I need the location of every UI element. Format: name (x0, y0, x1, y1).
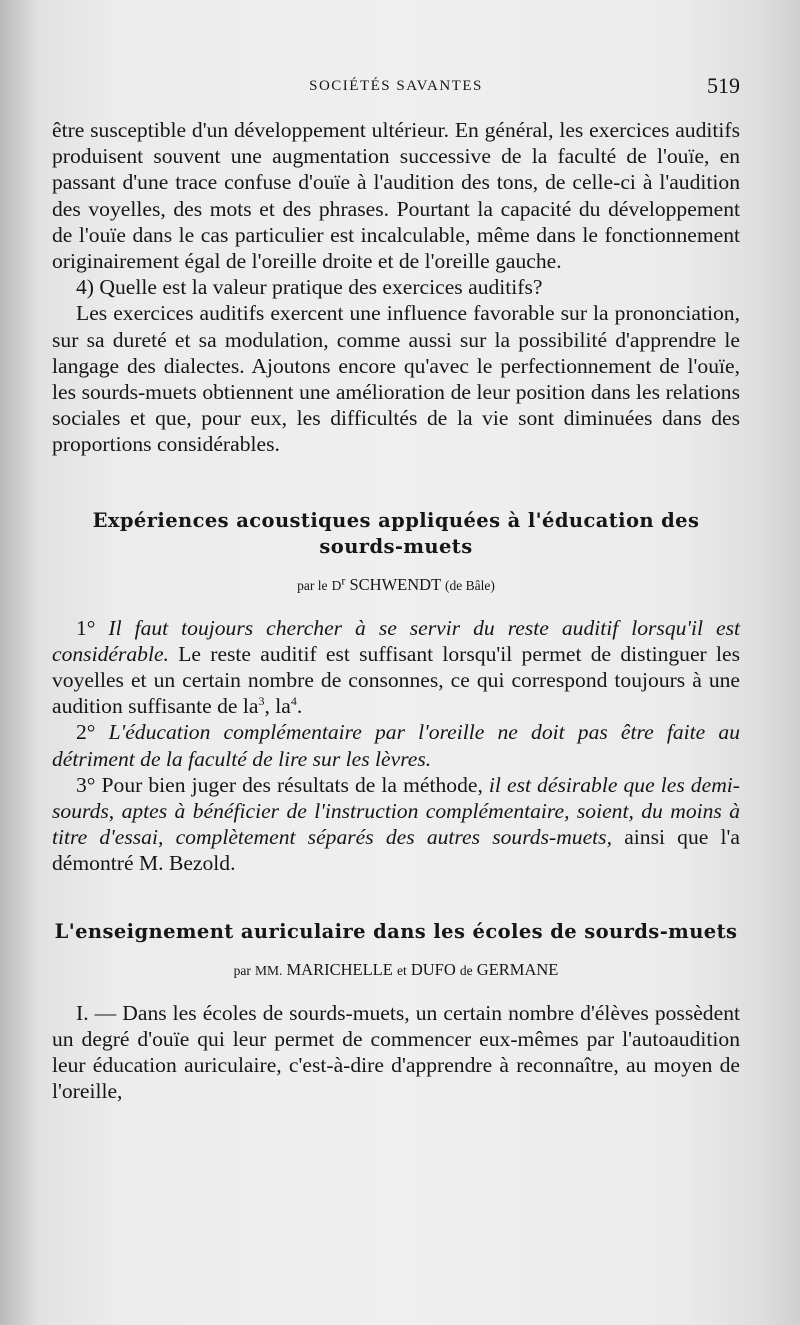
byline-de: de (459, 962, 473, 978)
running-title: SOCIÉTÉS SAVANTES (309, 78, 483, 94)
numbered-item-1 (52, 615, 740, 720)
author-name: GERMANE (476, 959, 559, 979)
byline-par: par le (297, 577, 328, 593)
article-byline (52, 574, 740, 597)
note-end: . (296, 694, 303, 719)
note-sep: , la (264, 694, 291, 719)
byline-dr: D (331, 577, 342, 593)
article-title: L'enseignement auriculaire dans les écoles de sourds-muets (54, 919, 738, 943)
page-content (52, 117, 740, 1104)
byline-et: et (396, 962, 407, 978)
paragraph: Les exercices auditifs exercent une influence favorable sur la prononciation, sur sa dureté et sa modulation, comme aussi sur la possibilité d'apprendre le langage des dialectes. Ajoutons encore qu'avec le perfectionnement de l'ouïe, les sourds-muets obtiennent une amélioration de leur position dans les relations sociales et que, pour eux, les difficultés de la vie sont diminuées dans des proportions considérables. (52, 301, 740, 457)
item-italic: il est désirable que les demi-sourds, aptes à bénéficier de l'instruction complémentaire, soient, du moins à titre d'essai, complètement séparés des autres sourds-muets, (52, 772, 740, 850)
item-number: 2° (76, 720, 96, 745)
item-number: 1° (76, 615, 96, 640)
item-italic: Il faut toujours chercher à se servir du reste auditif lorsqu'il est considérable. (52, 615, 740, 666)
note-a: 3 (258, 694, 265, 709)
article-title: Expériences acoustiques appliquées à l'éducation des sourds-muets (92, 508, 700, 558)
running-head (52, 72, 740, 102)
author-name: MARICHELLE (286, 959, 393, 979)
article-byline (52, 959, 740, 982)
author-name: SCHWENDT (349, 574, 441, 594)
byline-dr-sup: r (341, 573, 346, 588)
author-name: DUFO (410, 959, 456, 979)
byline-title (331, 573, 346, 593)
item-italic: L'éducation complémentaire par l'oreille ne doit pas être faite au détriment de la faculté de lire sur les lèvres. (52, 720, 740, 771)
question-heading: 4) Quelle est la valeur pratique des exercices auditifs? (76, 275, 543, 300)
note-b: 4 (290, 694, 297, 709)
paragraph: I. — Dans les écoles de sourds-muets, un certain nombre d'élèves possèdent un degré d'ouïe qui leur permet de commencer eux-mêmes par l'autoaudition leur éducation auriculaire, c'est-à-dire d'apprendre à reconnaître, au moyen de l'oreille, (52, 1000, 740, 1104)
item-text-end: ainsi que l'a démontré M. Bezold. (52, 825, 741, 876)
numbered-item-2 (52, 719, 740, 771)
paragraph: être susceptible d'un développement ultérieur. En général, les exercices auditifs produisent souvent une augmentation successive de la faculté de l'ouïe, en passant d'une trace confuse d'ouïe à l'audition des tons, de celle-ci à l'audition des voyelles, des mots et des phrases. Pourtant la capacité du développement de l'ouïe dans le cas particulier est incalculable, même dans le fonctionnement originairement égal de l'oreille droite et de l'oreille gauche. (52, 118, 740, 274)
page-number: 519 (707, 73, 740, 98)
item-number: 3° (76, 772, 96, 797)
author-place: (de Bâle) (445, 577, 495, 593)
item-text: Le reste auditif est suffisant lorsqu'il permet de distinguer les voyelles et un certain nombre de consonnes, ce qui correspond toujours à une audition suffisante de la (52, 641, 740, 719)
byline-par: par (233, 962, 251, 978)
byline-mm: MM. (255, 962, 283, 978)
item-text: Pour bien juger des résultats de la méthode, (101, 772, 483, 797)
numbered-item-3 (52, 772, 740, 877)
